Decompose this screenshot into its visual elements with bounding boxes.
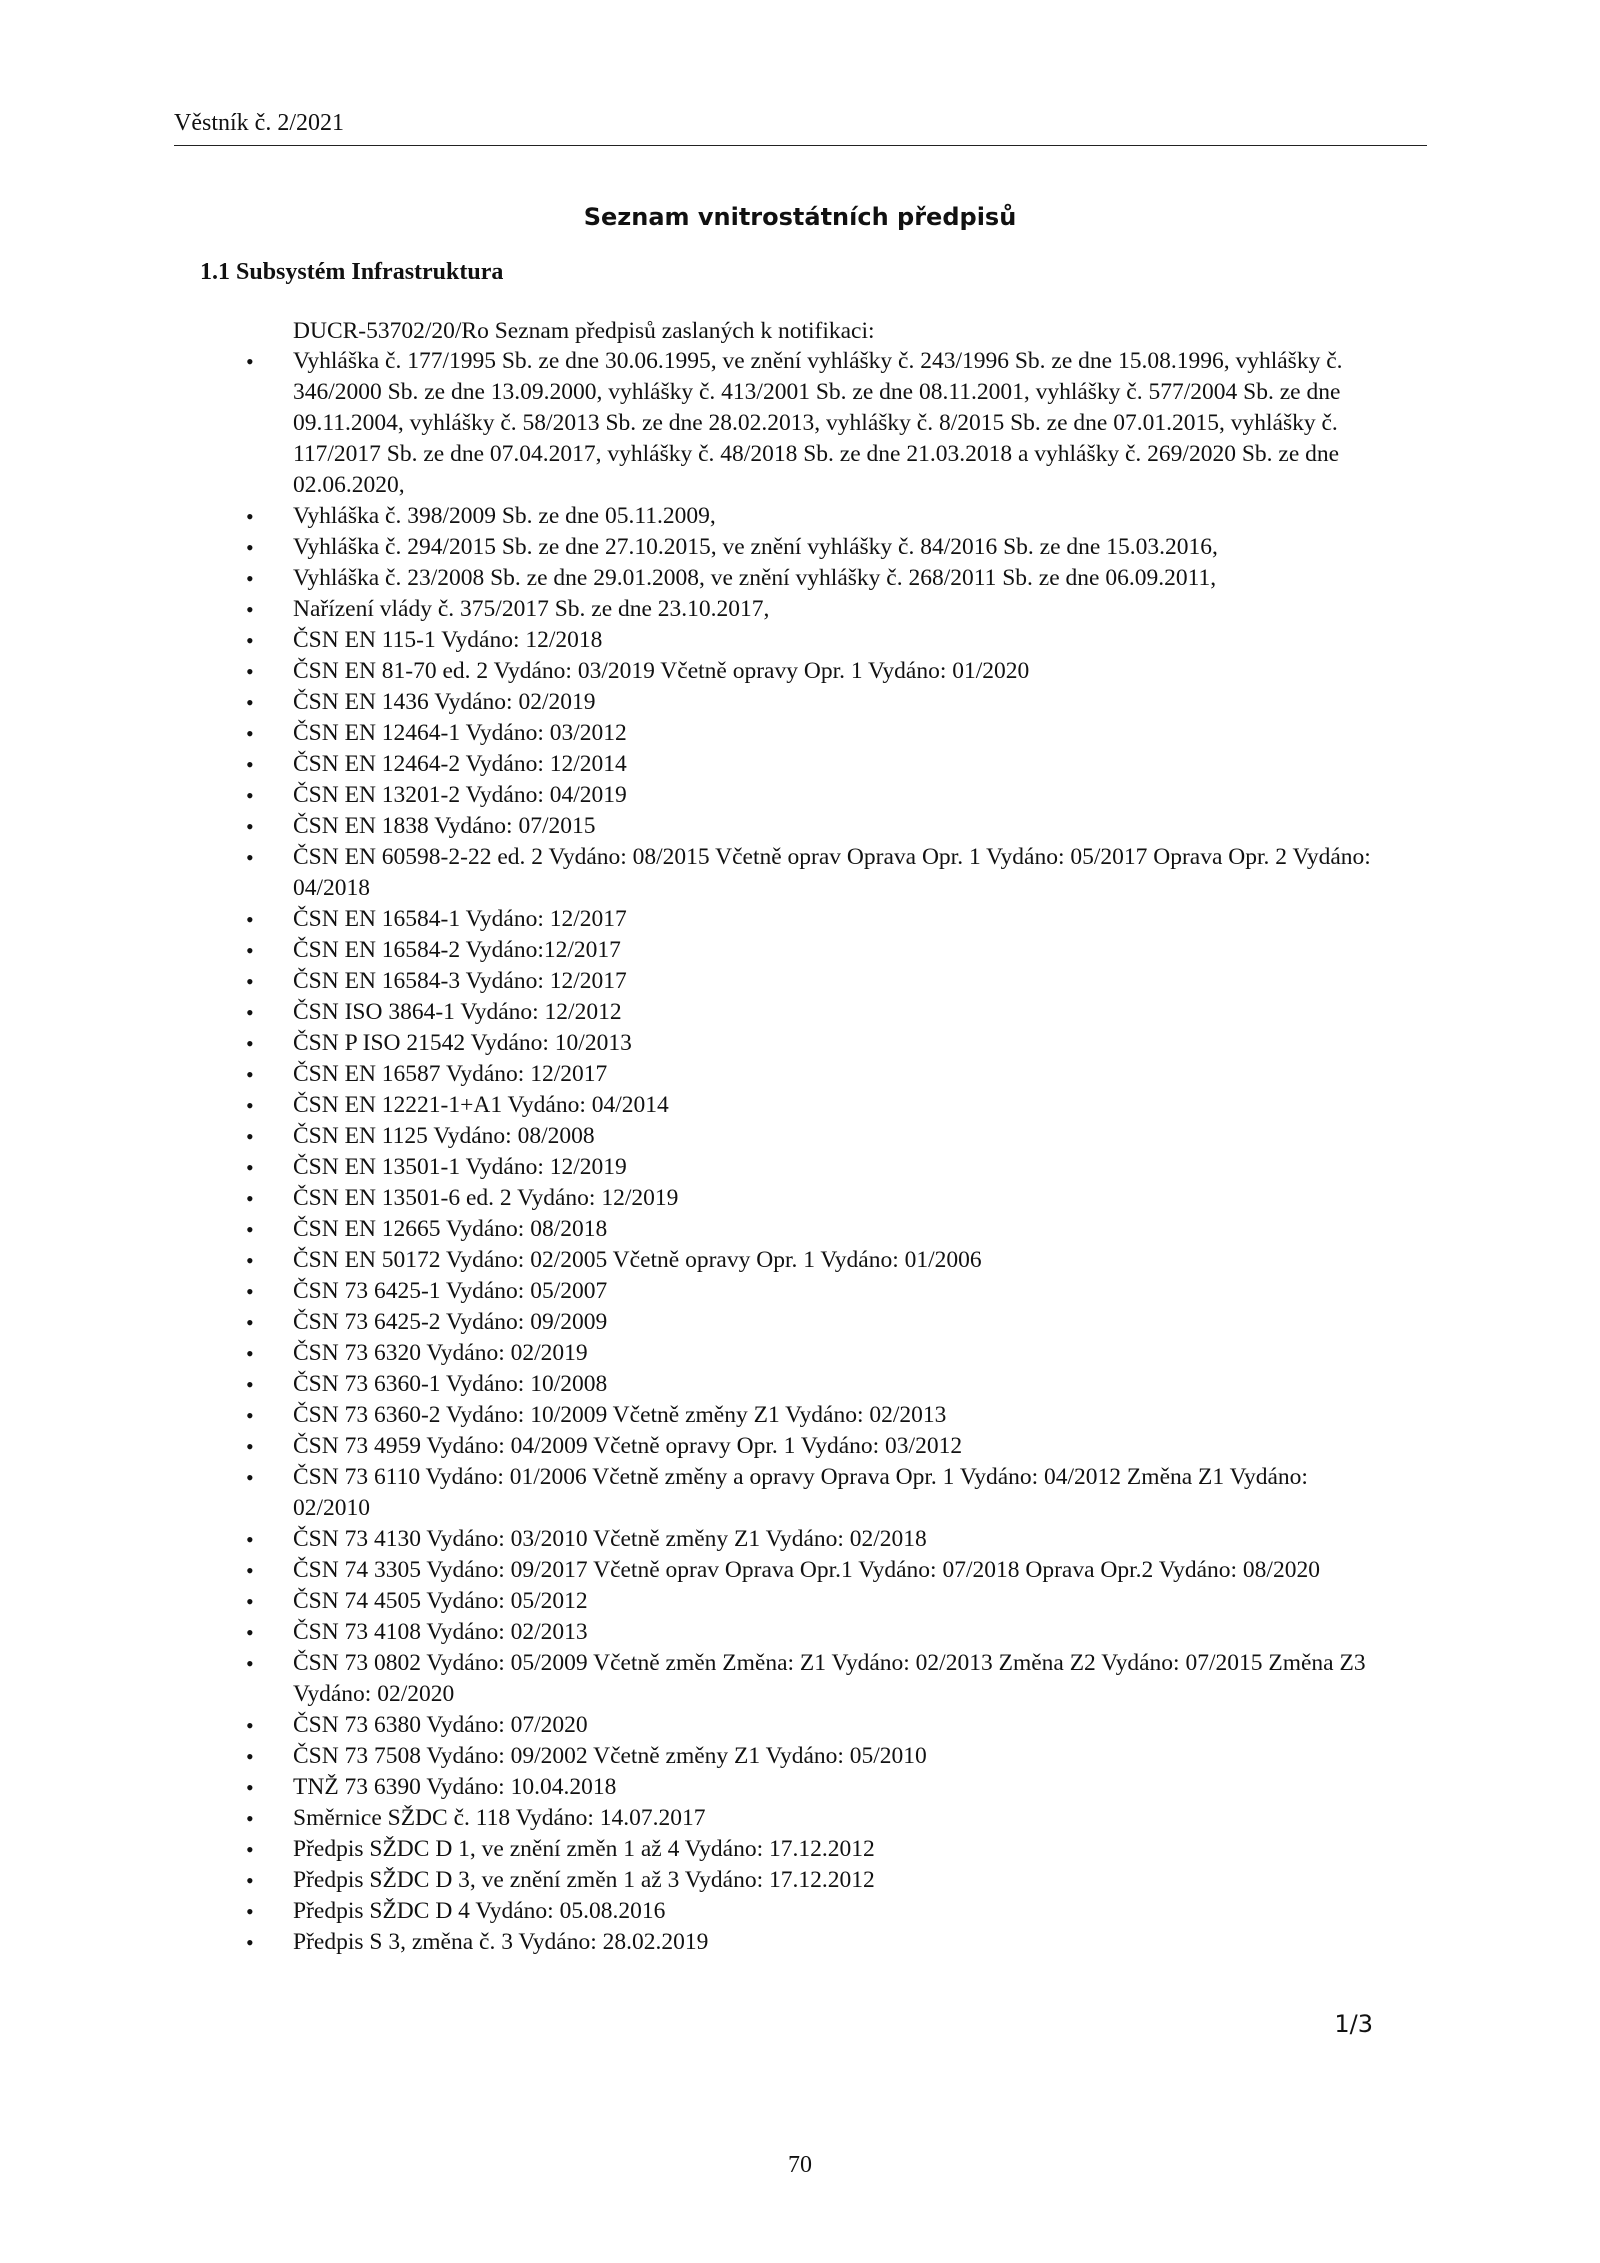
list-item: • ČSN 73 0802 Vydáno: 05/2009 Včetně změn Změna: Z1 Vydáno: 02/2013 Změna Z2 Vydáno: 07/2015 Změna Z3 Vydáno: 02/2020 bbox=[246, 1648, 1376, 1710]
local-page-number: 1/3 bbox=[1334, 2010, 1373, 2038]
list-item: • ČSN P ISO 21542 Vydáno: 10/2013 bbox=[246, 1028, 1376, 1059]
section-heading: 1.1 Subsystém Infrastruktura bbox=[200, 259, 504, 285]
list-item: • Vyhláška č. 294/2015 Sb. ze dne 27.10.2015, ve znění vyhlášky č. 84/2016 Sb. ze dne 15.03.2016, bbox=[246, 532, 1376, 563]
list-item: • Předpis SŽDC D 1, ve znění změn 1 až 4 Vydáno: 17.12.2012 bbox=[246, 1834, 1376, 1865]
list-item: • ČSN EN 81-70 ed. 2 Vydáno: 03/2019 Včetně opravy Opr. 1 Vydáno: 01/2020 bbox=[246, 656, 1376, 687]
list-item: • Vyhláška č. 23/2008 Sb. ze dne 29.01.2008, ve znění vyhlášky č. 268/2011 Sb. ze dne 06.09.2011, bbox=[246, 563, 1376, 594]
list-item: • ČSN EN 16584-1 Vydáno: 12/2017 bbox=[246, 904, 1376, 935]
list-item: • Vyhláška č. 398/2009 Sb. ze dne 05.11.2009, bbox=[246, 501, 1376, 532]
list-item: • TNŽ 73 6390 Vydáno: 10.04.2018 bbox=[246, 1772, 1376, 1803]
document-title: Seznam vnitrostátních předpisů bbox=[583, 203, 1017, 231]
list-item: • ČSN EN 12464-2 Vydáno: 12/2014 bbox=[246, 749, 1376, 780]
list-item: • ČSN EN 1125 Vydáno: 08/2008 bbox=[246, 1121, 1376, 1152]
list-item: • ČSN 73 6360-1 Vydáno: 10/2008 bbox=[246, 1369, 1376, 1400]
list-item: • ČSN 73 4959 Vydáno: 04/2009 Včetně opravy Opr. 1 Vydáno: 03/2012 bbox=[246, 1431, 1376, 1462]
list-item: • ČSN EN 1838 Vydáno: 07/2015 bbox=[246, 811, 1376, 842]
list-item: • ČSN EN 13201-2 Vydáno: 04/2019 bbox=[246, 780, 1376, 811]
list-item: • Vyhláška č. 177/1995 Sb. ze dne 30.06.1995, ve znění vyhlášky č. 243/1996 Sb. ze dne 15.08.1996, vyhlášky č. 346/2000 Sb. ze dne 13.09.2000, vyhlášky č. 413/2001 Sb. ze dne 08.11.2001, vyhlášky č. 577/2004 Sb. ze dne 09.11.2004, vyhlášky č. 58/2013 Sb. ze dne 28.02.2013, vyhlášky č. 8/2015 Sb. ze dne 07.01.2015, vyhlášky č. 117/2017 Sb. ze dne 07.04.2017, vyhlášky č. 48/2018 Sb. ze dne 21.03.2018 a vyhlášky č. 269/2020 Sb. ze dne 02.06.2020, bbox=[246, 346, 1376, 501]
list-item: • ČSN EN 1436 Vydáno: 02/2019 bbox=[246, 687, 1376, 718]
list-item: • Směrnice SŽDC č. 118 Vydáno: 14.07.2017 bbox=[246, 1803, 1376, 1834]
list-item: • ČSN EN 115-1 Vydáno: 12/2018 bbox=[246, 625, 1376, 656]
list-item: • ČSN 73 6360-2 Vydáno: 10/2009 Včetně změny Z1 Vydáno: 02/2013 bbox=[246, 1400, 1376, 1431]
header-rule bbox=[174, 145, 1427, 146]
list-item: • ČSN ISO 3864-1 Vydáno: 12/2012 bbox=[246, 997, 1376, 1028]
list-item: • ČSN 74 4505 Vydáno: 05/2012 bbox=[246, 1586, 1376, 1617]
journal-header: Věstník č. 2/2021 bbox=[174, 110, 344, 136]
list-item: • ČSN EN 13501-6 ed. 2 Vydáno: 12/2019 bbox=[246, 1183, 1376, 1214]
list-item: • ČSN EN 16584-2 Vydáno:12/2017 bbox=[246, 935, 1376, 966]
list-item: • ČSN 73 6320 Vydáno: 02/2019 bbox=[246, 1338, 1376, 1369]
list-item: • ČSN 73 6110 Vydáno: 01/2006 Včetně změny a opravy Oprava Opr. 1 Vydáno: 04/2012 Změna Z1 Vydáno: 02/2010 bbox=[246, 1462, 1376, 1524]
list-item: • ČSN EN 12665 Vydáno: 08/2018 bbox=[246, 1214, 1376, 1245]
list-item: • ČSN EN 16587 Vydáno: 12/2017 bbox=[246, 1059, 1376, 1090]
list-item: • ČSN 73 6425-1 Vydáno: 05/2007 bbox=[246, 1276, 1376, 1307]
regulation-list bbox=[246, 346, 1376, 1958]
journal-page-number: 70 bbox=[788, 2152, 812, 2178]
list-item: • Předpis SŽDC D 4 Vydáno: 05.08.2016 bbox=[246, 1896, 1376, 1927]
list-item: • ČSN EN 12464-1 Vydáno: 03/2012 bbox=[246, 718, 1376, 749]
list-item: • ČSN 73 6380 Vydáno: 07/2020 bbox=[246, 1710, 1376, 1741]
list-item: • Nařízení vlády č. 375/2017 Sb. ze dne 23.10.2017, bbox=[246, 594, 1376, 625]
list-item: • ČSN 73 4130 Vydáno: 03/2010 Včetně změny Z1 Vydáno: 02/2018 bbox=[246, 1524, 1376, 1555]
list-item: • ČSN EN 50172 Vydáno: 02/2005 Včetně opravy Opr. 1 Vydáno: 01/2006 bbox=[246, 1245, 1376, 1276]
list-item: • Předpis S 3, změna č. 3 Vydáno: 28.02.2019 bbox=[246, 1927, 1376, 1958]
list-item: • Předpis SŽDC D 3, ve znění změn 1 až 3 Vydáno: 17.12.2012 bbox=[246, 1865, 1376, 1896]
list-item: • ČSN 73 4108 Vydáno: 02/2013 bbox=[246, 1617, 1376, 1648]
list-item: • ČSN EN 12221-1+A1 Vydáno: 04/2014 bbox=[246, 1090, 1376, 1121]
list-item: • ČSN 74 3305 Vydáno: 09/2017 Včetně oprav Oprava Opr.1 Vydáno: 07/2018 Oprava Opr.2 Vydáno: 08/2020 bbox=[246, 1555, 1376, 1586]
list-item: • ČSN EN 60598-2-22 ed. 2 Vydáno: 08/2015 Včetně oprav Oprava Opr. 1 Vydáno: 05/2017 Oprava Opr. 2 Vydáno: 04/2018 bbox=[246, 842, 1376, 904]
list-item: • ČSN EN 16584-3 Vydáno: 12/2017 bbox=[246, 966, 1376, 997]
intro-line: DUCR-53702/20/Ro Seznam předpisů zaslaných k notifikaci: bbox=[293, 318, 875, 344]
list-item: • ČSN 73 6425-2 Vydáno: 09/2009 bbox=[246, 1307, 1376, 1338]
list-item: • ČSN 73 7508 Vydáno: 09/2002 Včetně změny Z1 Vydáno: 05/2010 bbox=[246, 1741, 1376, 1772]
list-item: • ČSN EN 13501-1 Vydáno: 12/2019 bbox=[246, 1152, 1376, 1183]
